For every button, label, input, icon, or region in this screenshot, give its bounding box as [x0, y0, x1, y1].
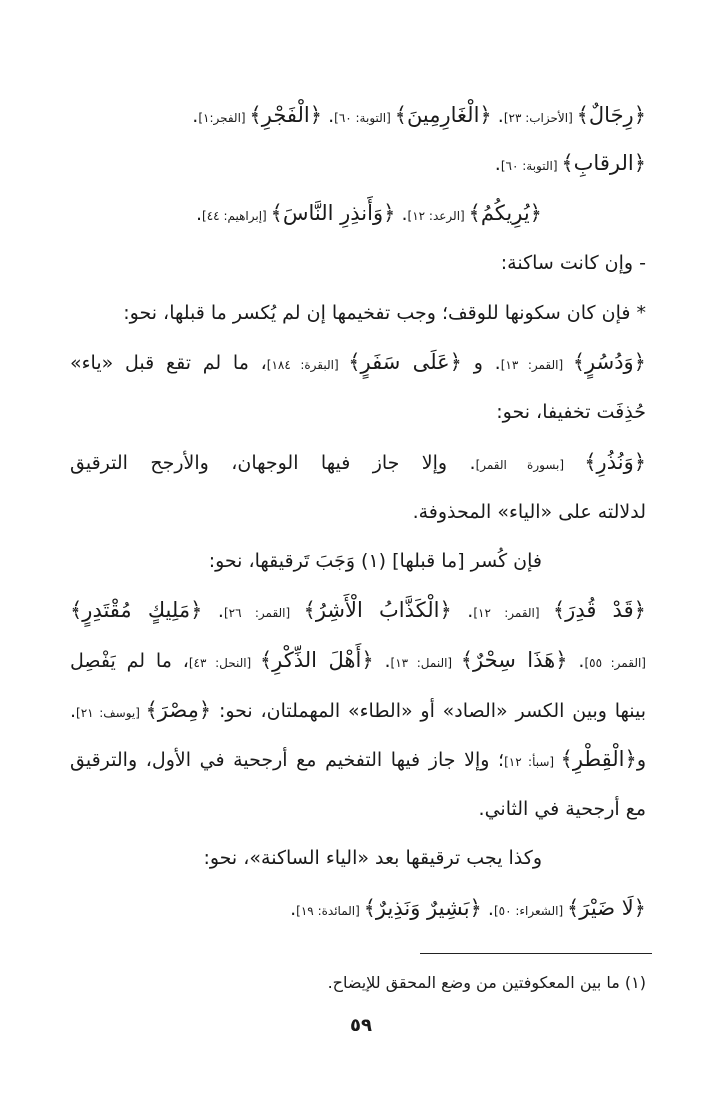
text-run: . — [290, 898, 297, 920]
quran-word: ﴿الْغَارِمِينَ﴾ — [394, 103, 492, 127]
text-run: . — [451, 600, 474, 622]
quran-word: ﴿يُرِيكُمُ﴾ — [468, 201, 542, 225]
verse-reference: [النمل: ١٣] — [390, 656, 461, 670]
text-run: مع أرجحية في الثاني. — [478, 798, 646, 820]
verse-reference: [الشعراء: ٥٠] — [493, 904, 567, 918]
footnote-divider — [420, 953, 652, 954]
quran-word: ﴿مِصْرَ﴾ — [145, 698, 212, 722]
text-line — [70, 741, 646, 777]
text-line — [70, 494, 646, 530]
text-line — [70, 97, 646, 133]
text-run: . و — [461, 352, 501, 374]
footnote: (١) ما بين المعكوفتين من وضع المحقق للإيضاح. — [327, 973, 646, 992]
text-run: و — [636, 749, 646, 771]
verse-reference: [الرعد: ١٢] — [407, 209, 469, 223]
text-line — [70, 642, 646, 678]
text-run: . — [481, 898, 494, 920]
text-line — [70, 195, 542, 231]
text-line — [70, 394, 646, 430]
verse-reference: [يوسف: ٢١] — [76, 706, 146, 720]
text-line — [70, 295, 646, 331]
text-run: ؛ وإلا جاز فيها التفخيم مع أرجحية في الأول، والترقيق — [70, 749, 505, 771]
quran-word: ﴿رِجَالٌ﴾ — [576, 103, 646, 127]
verse-reference: [سبأ: ١٢] — [504, 755, 561, 769]
text-line — [70, 840, 542, 876]
verse-reference: [المائدة: ١٩] — [296, 904, 364, 918]
text-run: . — [192, 105, 199, 127]
quran-word: ﴿أَهْلَ الذِّكْرِ﴾ — [259, 648, 374, 672]
verse-reference: [النحل: ٤٣] — [188, 656, 260, 670]
verse-reference: [القمر: ٥٥] — [584, 656, 646, 670]
text-line — [70, 245, 646, 281]
text-run: وكذا يجب ترقيقها بعد «الياء الساكنة»، نحو: — [203, 847, 542, 869]
text-line — [70, 145, 646, 181]
text-run: . — [70, 700, 77, 722]
text-run: . — [494, 153, 501, 175]
verse-reference: [القمر: ١٢] — [473, 606, 553, 620]
verse-reference: [القمر: ١٣] — [500, 358, 573, 372]
text-run: فإن كُسر [ما قبلها] (١) وَجَبَ تَرقيقها، نحو: — [208, 550, 542, 572]
text-run: . — [373, 650, 391, 672]
text-run: . وإلا جاز فيها الوجهان، والأرجح الترقيق — [70, 452, 476, 474]
quran-word: ﴿عَلَى سَفَرٍ﴾ — [348, 350, 462, 374]
quran-word: ﴿الْقِطْرِ﴾ — [560, 747, 637, 771]
text-line — [70, 890, 646, 926]
text-line — [70, 592, 646, 628]
text-run: * فإن كان سكونها للوقف؛ وجب تفخيمها إن لم يُكسر ما قبلها، نحو: — [123, 302, 646, 324]
text-run: . — [395, 203, 408, 225]
quran-word: ﴿وَأَنذِرِ النَّاسَ﴾ — [270, 201, 396, 225]
quran-word: ﴿الْفَجْرِ﴾ — [249, 103, 323, 127]
text-run: ، ما لم تقع قبل «ياء» — [70, 352, 267, 374]
text-run: حُذِفَت تخفيفا، نحو: — [496, 401, 646, 423]
verse-reference: [بسورة القمر] — [475, 458, 585, 472]
text-run: . — [567, 650, 585, 672]
quran-word: ﴿هَذَا سِحْرٌ﴾ — [460, 648, 568, 672]
verse-reference: [التوبة: ٦٠] — [500, 159, 562, 173]
text-run: - وإن كانت ساكنة: — [500, 252, 646, 274]
verse-reference: [الفجر:١] — [198, 111, 250, 125]
text-line — [70, 543, 542, 579]
page-number: ٥٩ — [350, 1015, 372, 1036]
text-run: . — [202, 600, 224, 622]
text-line — [70, 344, 646, 380]
quran-word: ﴿الْكَذَّابُ الْأَشِرُ﴾ — [303, 598, 452, 622]
text-run: ، ما لم يَفْصِل — [70, 650, 189, 672]
text-run: لدلالته على «الياء» المحذوفة. — [412, 501, 646, 523]
text-run: . — [491, 105, 504, 127]
quran-word: ﴿وَدُسُرٍ﴾ — [572, 350, 646, 374]
quran-word: ﴿وَنُذُرِ﴾ — [584, 450, 647, 474]
text-line — [70, 444, 646, 480]
verse-reference: [الأحزاب: ٢٣] — [503, 111, 577, 125]
verse-reference: [التوبة: ٦٠] — [334, 111, 395, 125]
quran-word: ﴿مَلِيكٍ مُقْتَدِرٍ﴾ — [70, 598, 203, 622]
quran-word: ﴿بَشِيرٌ وَنَذِيرٌ﴾ — [363, 896, 482, 920]
quran-word: ﴿لَا ضَيْرَ﴾ — [566, 896, 646, 920]
text-run: . — [196, 203, 203, 225]
text-run: . — [322, 105, 335, 127]
verse-reference: [البقرة: ١٨٤] — [266, 358, 349, 372]
verse-reference: [إبراهيم: ٤٤] — [202, 209, 271, 223]
text-run: بينها وبين الكسر «الصاد» أو «الطاء» المهملتان، نحو: — [211, 700, 647, 722]
text-line — [70, 791, 646, 827]
quran-word: ﴿الرقابِ﴾ — [561, 151, 646, 175]
text-line — [70, 692, 646, 728]
verse-reference: [القمر: ٢٦] — [223, 606, 304, 620]
quran-word: ﴿قَدْ قُدِرَ﴾ — [552, 598, 646, 622]
